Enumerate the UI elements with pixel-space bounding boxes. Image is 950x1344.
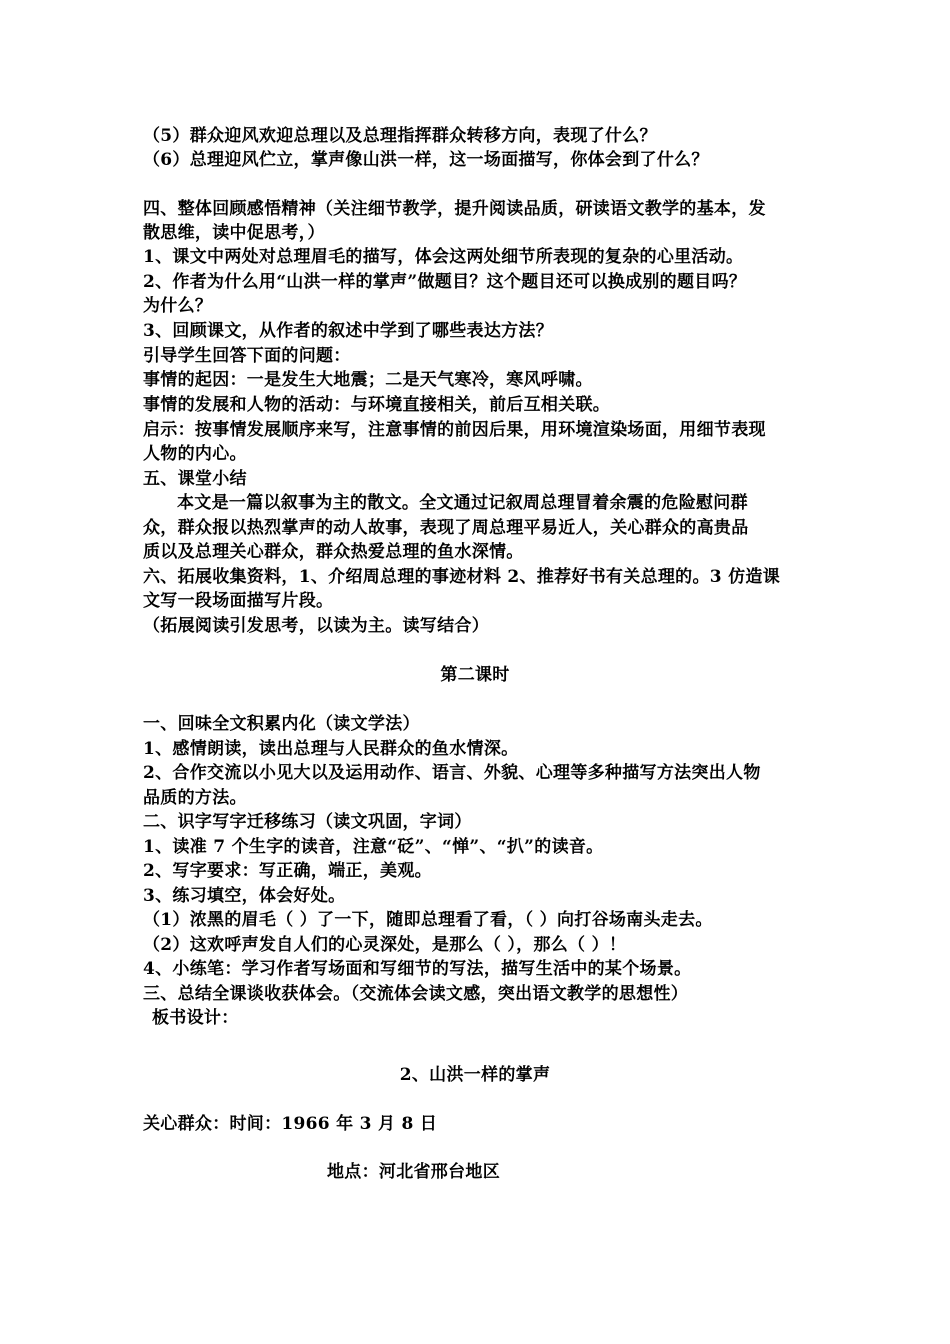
section-6-note: （拓展阅读引发思考，以读为主。读写结合）	[143, 616, 489, 636]
section-4-heading: 四、整体回顾感悟精神（关注细节教学，提升阅读品质，研读语文教学的基本，发	[143, 199, 766, 219]
lesson-2-title: 第二课时	[440, 665, 510, 685]
section-4-heading-cont: 散思维，读中促思考，）	[143, 223, 325, 243]
part-2-item-4: 4、小练笔：学习作者写场面和写细节的写法，描写生活中的某个场景。	[143, 959, 692, 979]
section-5-heading: 五、课堂小结	[143, 469, 247, 489]
part-2-item-1: 1、读准 7 个生字的读音，注意“砭”、“惮”、“扒”的读音。	[143, 837, 604, 857]
insight-text-cont: 人物的内心。	[143, 444, 247, 464]
board-time-line: 关心群众：时间：1966 年 3 月 8 日	[143, 1114, 438, 1134]
part-1-item-1: 1、感情朗读，读出总理与人民群众的鱼水情深。	[143, 739, 519, 759]
board-design-label: 板书设计：	[152, 1008, 239, 1028]
part-2-item-2: 2、写字要求：写正确，端正，美观。	[143, 861, 432, 881]
development-text: 事情的发展和人物的活动：与环境直接相关，前后互相关联。	[143, 395, 611, 415]
part-3-heading: 三、总结全课谈收获体会。（交流体会读文感，突出语文教学的思想性）	[143, 984, 689, 1004]
part-1-item-2-cont: 品质的方法。	[143, 788, 247, 808]
summary-paragraph-line-3: 质以及总理关心群众，群众热爱总理的鱼水深情。	[143, 542, 524, 562]
part-1-item-2: 2、合作交流以小见大以及运用动作、语言、外貌、心理等多种描写方法突出人物	[143, 763, 761, 783]
question-6: （6）总理迎风伫立，掌声像山洪一样，这一场面描写，你体会到了什么？	[143, 150, 709, 170]
fill-blank-1: （1）浓黑的眉毛（ ）了一下，随即总理看了看，（ ）向打谷场南头走去。	[143, 910, 713, 930]
summary-paragraph-line-2: 众，群众报以热烈掌声的动人故事，表现了周总理平易近人，关心群众的高贵品	[143, 518, 749, 538]
section-4-item-2: 2、作者为什么用“山洪一样的掌声”做题目？这个题目还可以换成别的题目吗？	[143, 272, 747, 292]
cause-text: 事情的起因：一是发生大地震；二是天气寒冷，寒风呼啸。	[143, 370, 593, 390]
part-1-heading: 一、回味全文积累内化（读文学法）	[143, 714, 420, 734]
section-4-item-2-cont: 为什么？	[143, 296, 213, 316]
section-6-heading-cont: 文写一段场面描写片段。	[143, 591, 334, 611]
board-title: 2、山洪一样的掌声	[399, 1065, 551, 1085]
section-4-item-1: 1、课文中两处对总理眉毛的描写，体会这两处细节所表现的复杂的心里活动。	[143, 247, 744, 267]
board-place-line: 地点：河北省邢台地区	[327, 1162, 500, 1182]
section-4-item-3: 3、回顾课文，从作者的叙述中学到了哪些表达方法？	[143, 321, 554, 341]
part-2-item-3: 3、练习填空，体会好处。	[143, 886, 346, 906]
section-6-heading: 六、拓展收集资料，1、介绍周总理的事迹材料 2、推荐好书有关总理的。3 仿造课	[143, 567, 781, 587]
question-5: （5）群众迎风欢迎总理以及总理指挥群众转移方向，表现了什么？	[143, 126, 657, 146]
summary-paragraph-line-1: 本文是一篇以叙事为主的散文。全文通过记叙周总理冒着余震的危险慰问群	[177, 493, 748, 513]
guide-text: 引导学生回答下面的问题：	[143, 346, 351, 366]
insight-text: 启示：按事情发展顺序来写，注意事情的前因后果，用环境渲染场面，用细节表现	[143, 420, 766, 440]
part-2-heading: 二、识字写字迁移练习（读文巩固，字词）	[143, 812, 472, 832]
fill-blank-2: （2）这欢呼声发自人们的心灵深处，是那么（ ），那么（ ）！	[143, 935, 627, 955]
